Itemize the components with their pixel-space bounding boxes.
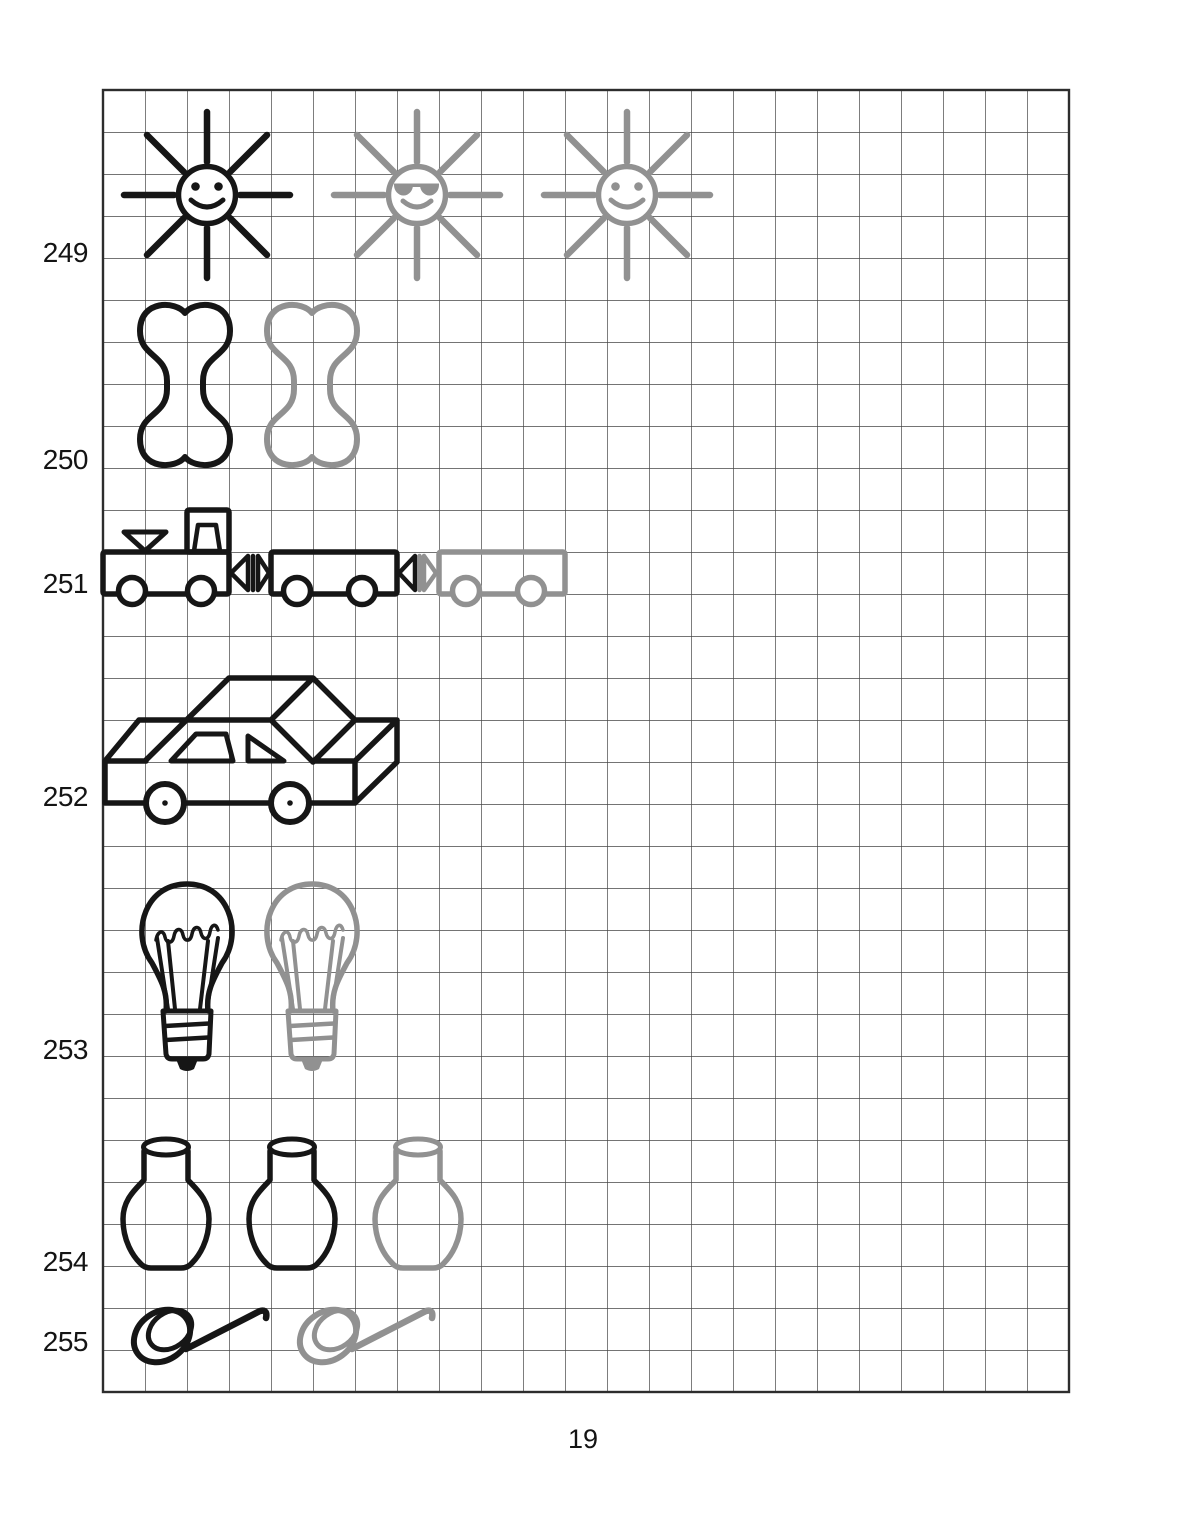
row-label-250: 250: [42, 444, 88, 475]
row-label-253: 253: [42, 1034, 88, 1065]
row-label-255: 255: [42, 1326, 88, 1357]
sun-figure-sunglasses-traced: [334, 112, 500, 278]
sun-figure-traced: [544, 112, 710, 278]
sun-figure-solid: [124, 112, 290, 278]
row-label-249: 249: [42, 237, 88, 268]
row-label-252: 252: [42, 781, 88, 812]
page-number: 19: [567, 1424, 599, 1454]
row-label-251: 251: [42, 568, 88, 599]
row-label-254: 254: [42, 1246, 88, 1277]
